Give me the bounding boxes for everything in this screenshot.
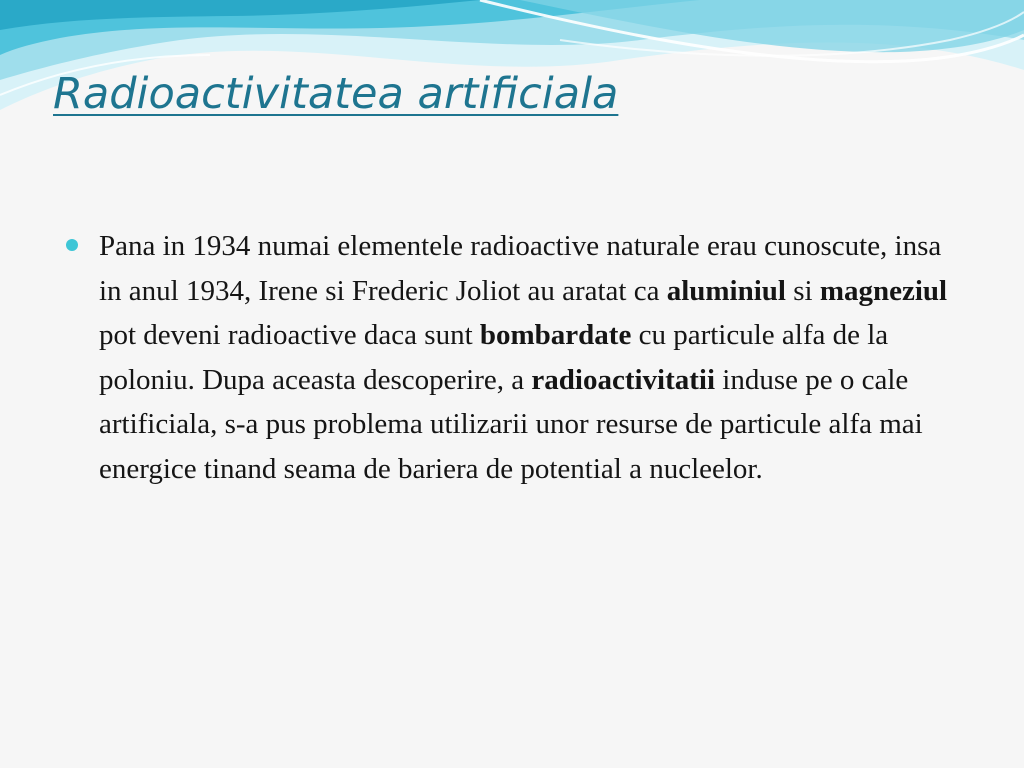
bold-term-bombardate: bombardate bbox=[479, 319, 632, 351]
text-segment: cu particule alfa de la poloniu. Dupa aceasta descoperire, a bbox=[99, 319, 889, 396]
slide-content bbox=[60, 224, 965, 491]
bullet-text bbox=[99, 224, 965, 491]
slide-title: Radioactivitatea artificiala bbox=[53, 69, 619, 119]
text-segment: induse pe o cale artificiala, s-a pus problema utilizarii unor resurse de particule alfa mai energice tinand seama de bariera de potential a nucleelor. bbox=[99, 363, 923, 485]
text-segment: si bbox=[786, 274, 820, 307]
bold-term-aluminiul: aluminiul bbox=[666, 274, 786, 307]
text-segment: pot deveni radioactive daca sunt bbox=[99, 319, 480, 351]
bullet-item bbox=[60, 224, 965, 491]
bold-term-magneziul: magneziul bbox=[819, 274, 948, 307]
bold-term-radioactivitatii: radioactivitatii bbox=[531, 363, 716, 396]
text-segment: Pana in 1934 numai elementele radioactive naturale erau cunoscute, insa in anul 1934, Irene si Frederic Joliot au aratat ca bbox=[99, 230, 942, 307]
bullet-dot-icon bbox=[66, 239, 78, 251]
